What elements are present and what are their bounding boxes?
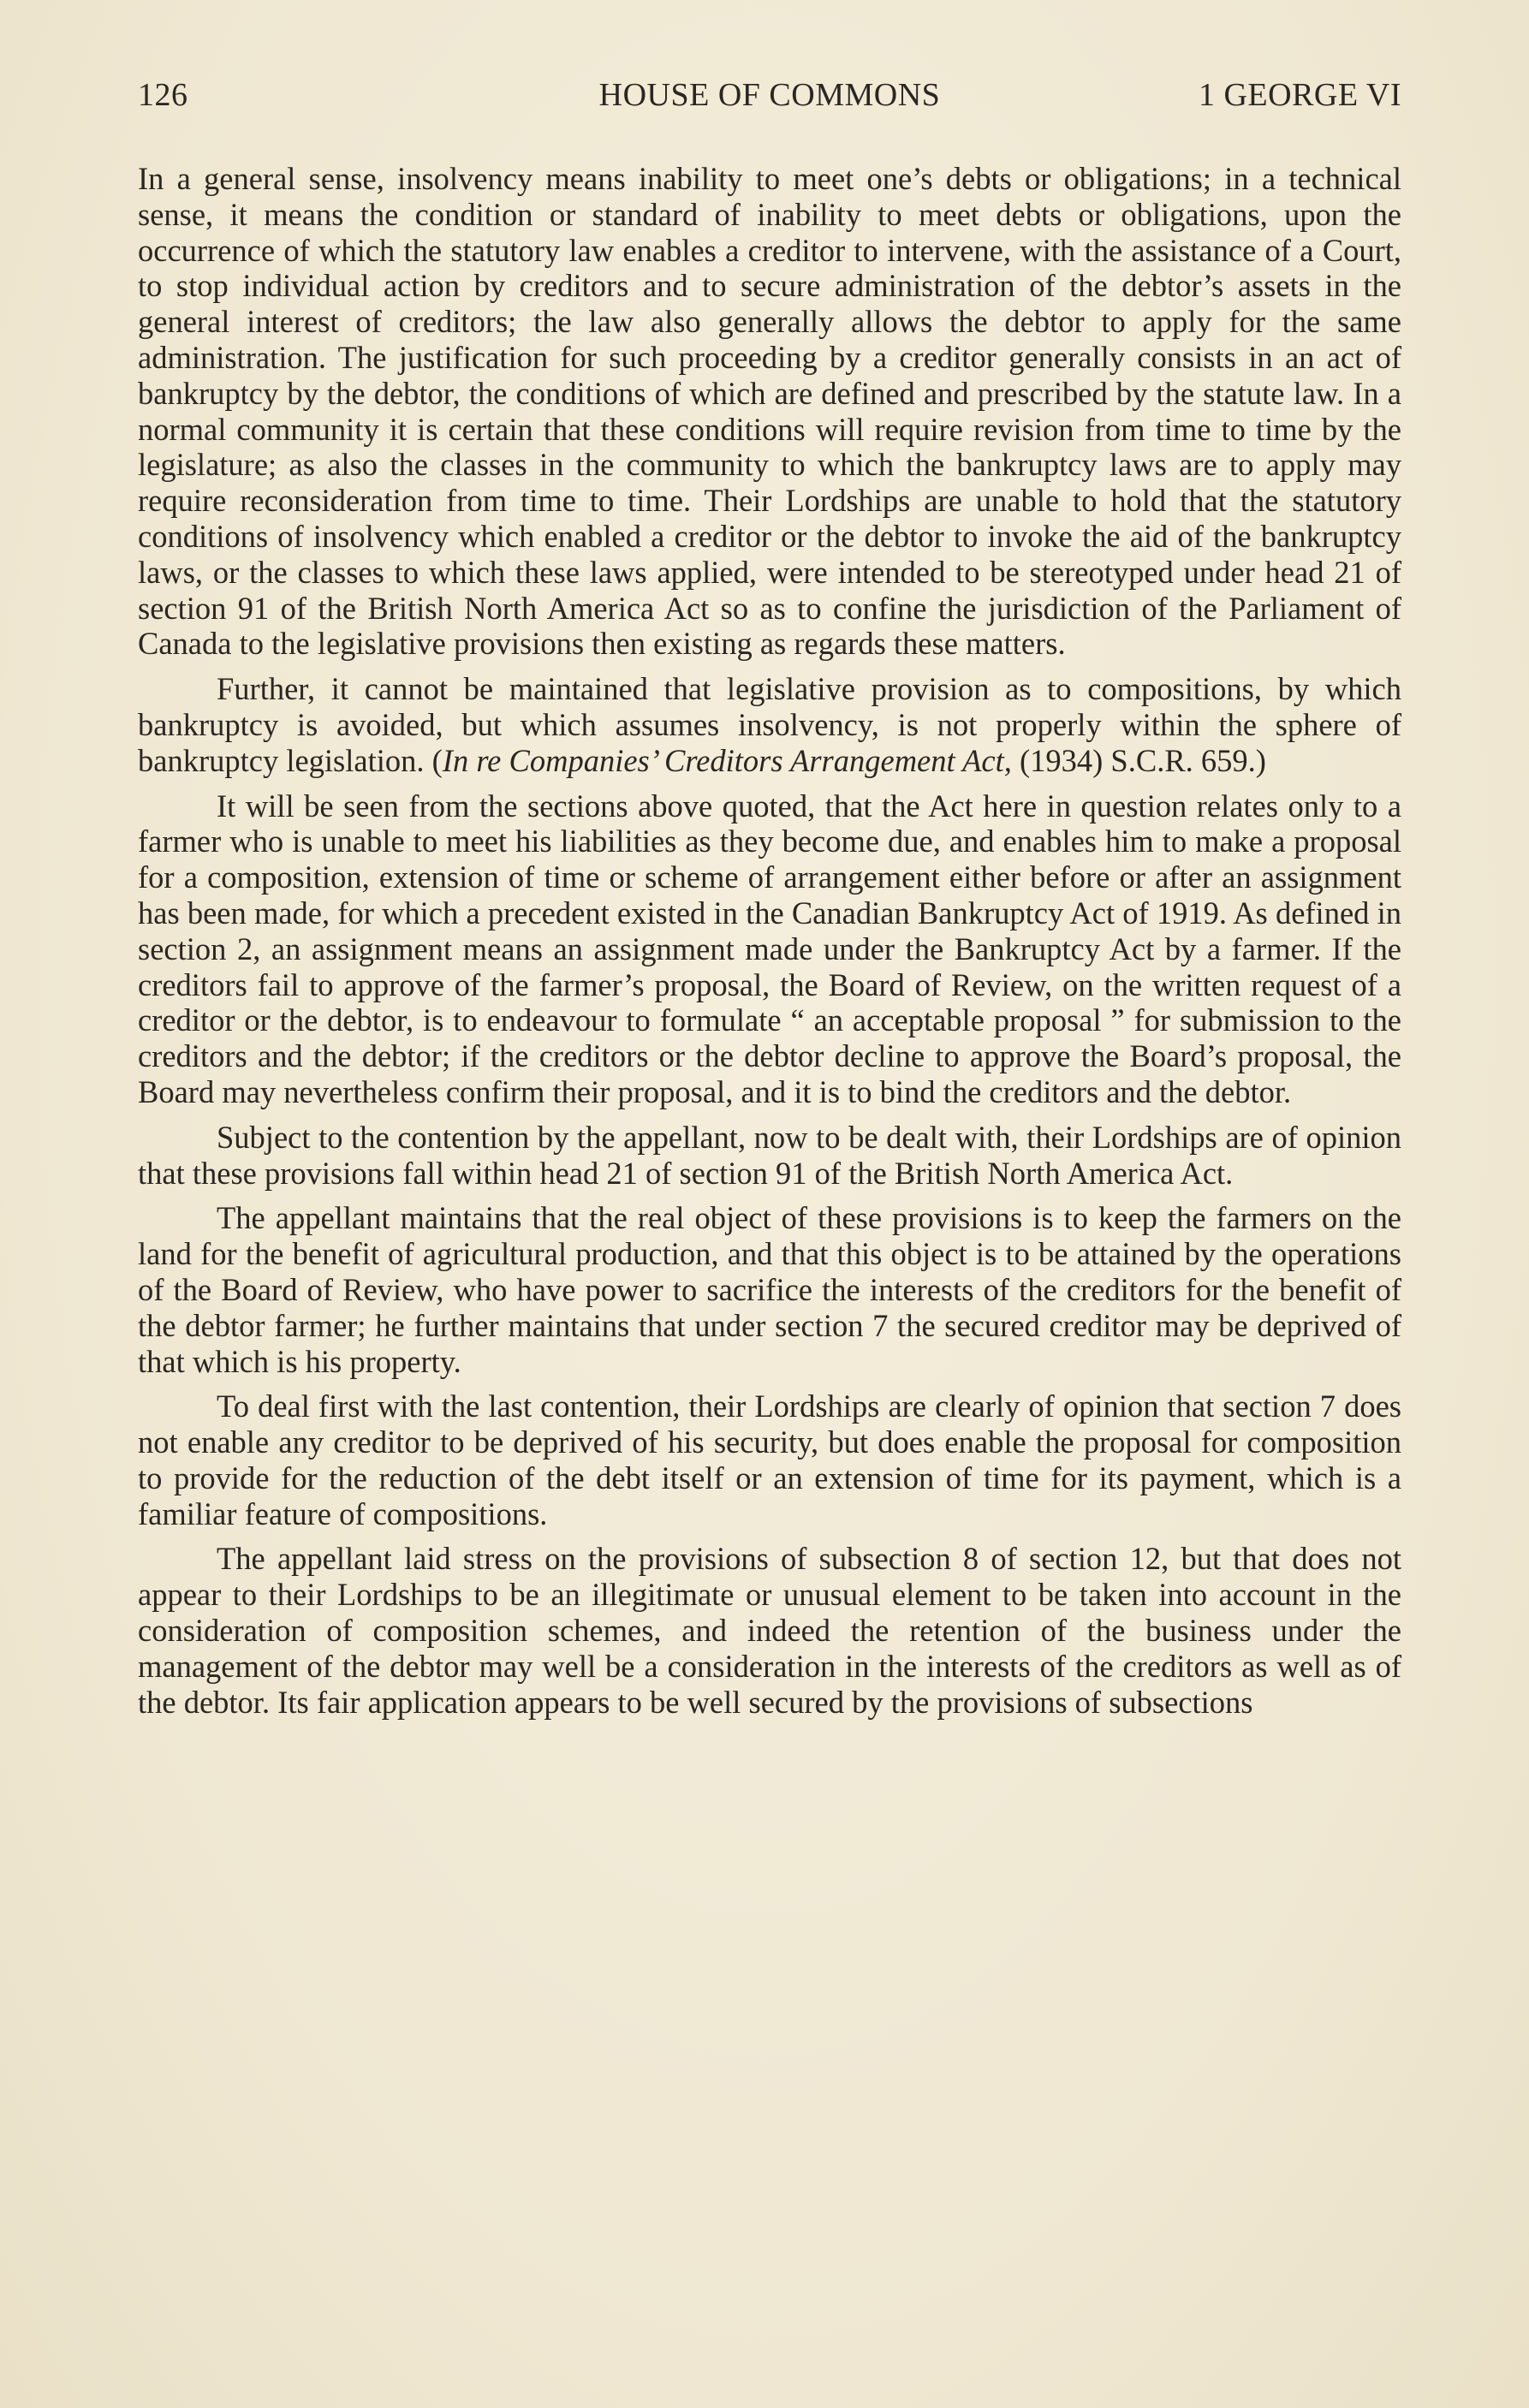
paragraph-text: (1934) S.C.R. 659.) bbox=[1011, 742, 1266, 778]
case-citation: In re Companies’ Creditors Arrangement Act, bbox=[442, 742, 1012, 778]
running-header bbox=[138, 72, 1401, 118]
paragraph: The appellant laid stress on the provisions of subsection 8 of section 12, but that does not appear to their Lordships to be an illegitimate or unusual element to be taken into account in the consideration of composition schemes, and indeed the retention of the business under the management of the debtor may well be a consideration in the interests of the creditors as well as of the debtor. Its fair application appears to be well secured by the provisions of subsections bbox=[138, 1541, 1401, 1720]
paragraph: The appellant maintains that the real object of these provisions is to keep the farmers on the land for the benefit of agricultural production, and that this object is to be attained by the operations of the Board of Review, who have power to sacrifice the interests of the creditors for the benefit of the debtor farmer; he further maintains that under section 7 the secured creditor may be deprived of that which is his property. bbox=[138, 1200, 1401, 1379]
paragraph bbox=[138, 671, 1401, 778]
page-number: 126 bbox=[138, 77, 188, 113]
paragraph-text: Further, it cannot be maintained that legislative provision as to compositions, by which bankruptcy is avoided, but which assumes insolvency, is not properly within the sphere of bankruptcy legislation. ( bbox=[138, 671, 1401, 778]
paragraph: In a general sense, insolvency means inability to meet one’s debts or obligations; in a technical sense, it means the condition or standard of inability to meet debts or obligations, upon the occurrence of which the statutory law enables a creditor to intervene, with the assistance of a Court, to stop individual action by creditors and to secure administration of the debtor’s assets in the general interest of creditors; the law also generally allows the debtor to apply for the same administration. The justification for such proceeding by a creditor generally consists in an act of bankruptcy by the debtor, the conditions of which are defined and prescribed by the statute law. In a normal community it is certain that these conditions will require revision from time to time by the legislature; as also the classes in the community to which the bankruptcy laws are to apply may require reconsideration from time to time. Their Lordships are unable to hold that the statutory conditions of insolvency which enabled a creditor or the debtor to invoke the aid of the bankruptcy laws, or the classes to which these laws applied, were intended to be stereotyped under head 21 of section 91 of the British North America Act so as to confine the jurisdiction of the Parliament of Canada to the legislative provisions then existing as regards these matters. bbox=[138, 161, 1401, 662]
paragraph: Subject to the contention by the appellant, now to be dealt with, their Lordships are of opinion that these provisions fall within head 21 of section 91 of the British North America Act. bbox=[138, 1119, 1401, 1191]
session-label: 1 GEORGE VI bbox=[1198, 77, 1401, 113]
paragraph: It will be seen from the sections above quoted, that the Act here in question relates only to a farmer who is unable to meet his liabilities as they become due, and enables him to make a proposal for a composition, extension of time or scheme of arrangement either before or after an assignment has been made, for which a precedent existed in the Canadian Bankruptcy Act of 1919. As defined in section 2, an assignment means an assignment made under the Bankruptcy Act by a farmer. If the creditors fail to approve of the farmer’s proposal, the Board of Review, on the written request of a creditor or the debtor, is to endeavour to formulate “ an acceptable proposal ” for submission to the creditors and the debtor; if the creditors or the debtor decline to approve the Board’s proposal, the Board may nevertheless confirm their proposal, and it is to bind the creditors and the debtor. bbox=[138, 788, 1401, 1109]
body-text bbox=[138, 161, 1401, 1729]
page-title: HOUSE OF COMMONS bbox=[598, 77, 941, 113]
paragraph: To deal first with the last contention, their Lordships are clearly of opinion that section 7 does not enable any creditor to be deprived of his security, but does enable the proposal for composition to provide for the reduction of the debt itself or an extension of time for its payment, which is a familiar feature of compositions. bbox=[138, 1388, 1401, 1531]
